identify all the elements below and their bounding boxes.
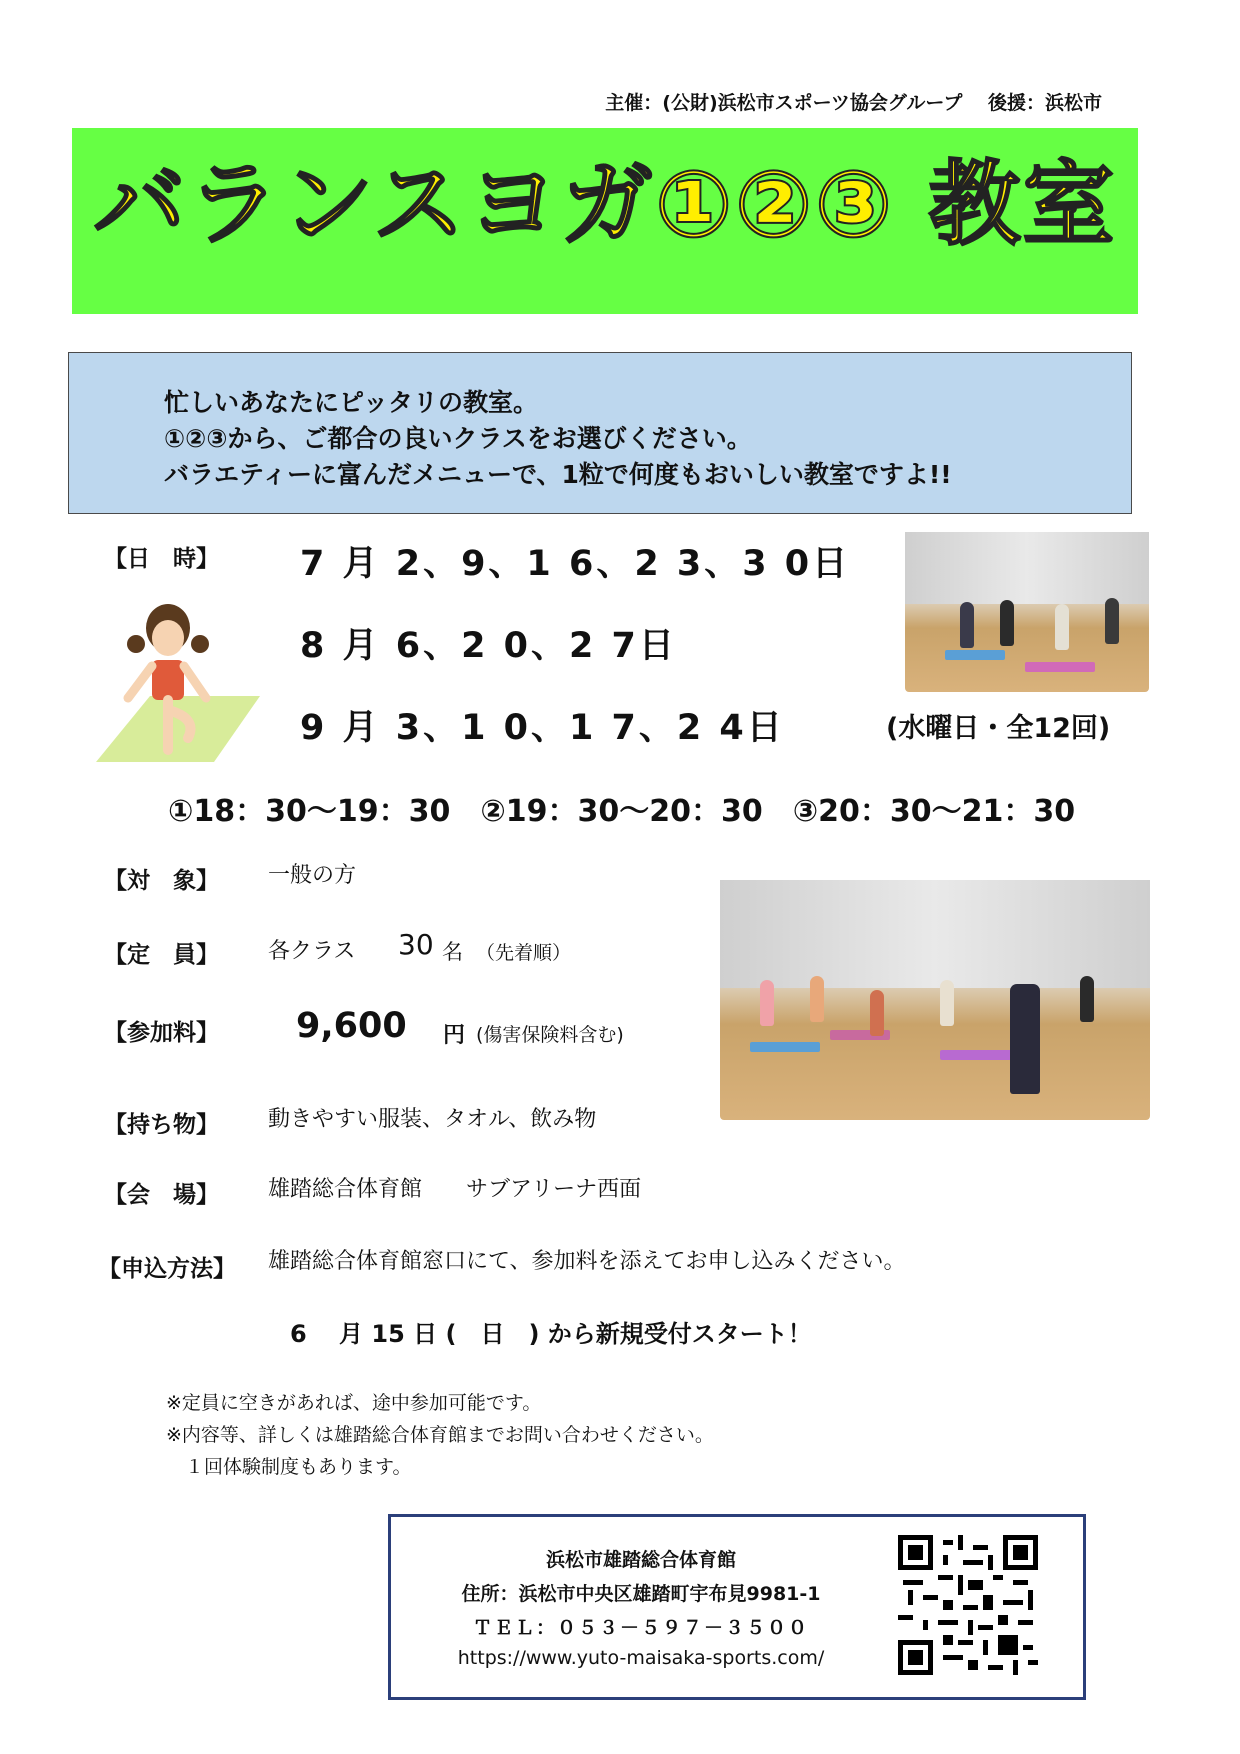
fee-amount: 9,600: [296, 1006, 407, 1046]
facility-name: 浜松市雄踏総合体育館: [545, 1549, 736, 1571]
fee-label: 【参加料】: [104, 1020, 219, 1046]
capacity-prefix: 各クラス: [268, 939, 356, 964]
intro-line-2: ①②③から、ご都合の良いクラスをお選びください。: [164, 424, 752, 453]
target-value: 一般の方: [268, 863, 357, 888]
capacity-note: （先着順）: [476, 942, 572, 964]
venue-label: 【会 場】: [104, 1182, 219, 1208]
organizer-line: 主催：(公財)浜松市スポーツ協会グループ 後援：浜松市: [605, 92, 1102, 114]
note-1: ※定員に空きがあれば、途中参加可能です。: [166, 1392, 542, 1414]
qr-code-icon[interactable]: [898, 1535, 1038, 1675]
apply-label: 【申込方法】: [98, 1256, 236, 1282]
facility-url[interactable]: https://www.yuto-maisaka-sports.com/: [457, 1647, 825, 1669]
fee-unit: 円: [443, 1023, 466, 1048]
schedule-times: ①18：30～19：30 ②19：30～20：30 ③20：30～21：30: [168, 794, 1076, 829]
title-banner: [72, 128, 1138, 314]
registration-start: 6 月 15 日 ( 日 ) から新規受付スタート！: [290, 1320, 812, 1348]
items-label: 【持ち物】: [104, 1112, 219, 1138]
items-value: 動きやすい服装、タオル、飲み物: [268, 1107, 597, 1132]
note-3: １回体験制度もあります。: [166, 1456, 412, 1478]
yoga-photo-2: [720, 880, 1150, 1120]
page-title: バランスヨガ①②③ 教室: [93, 151, 1117, 258]
schedule-july: 7 月 2、9、1 6、2 3、3 0日: [300, 544, 851, 584]
capacity-number: 30: [398, 928, 434, 961]
intro-box: [68, 352, 1132, 514]
capacity-label: 【定 員】: [104, 942, 219, 968]
apply-value: 雄踏総合体育館窓口にて、参加料を添えてお申し込みください。: [268, 1249, 906, 1274]
schedule-label: 【日 時】: [104, 546, 219, 572]
intro-line-3: バラエティーに富んだメニューで、1粒で何度もおいしい教室ですよ!!: [164, 460, 952, 489]
yoga-photo-1: [905, 532, 1149, 692]
facility-tel: ＴＥＬ：０５３－５９７－３５００: [472, 1617, 809, 1639]
venue-value: 雄踏総合体育館 サブアリーナ西面: [268, 1177, 642, 1202]
target-label: 【対 象】: [104, 868, 219, 894]
intro-line-1: 忙しいあなたにピッタリの教室。: [164, 388, 539, 417]
capacity-unit: 名: [442, 940, 463, 964]
yoga-woman-illustration: [88, 600, 268, 768]
schedule-note: (水曜日・全12回): [886, 713, 1111, 744]
facility-address: 住所：浜松市中央区雄踏町宇布見9981-1: [461, 1583, 821, 1605]
schedule-september: 9 月 3、1 0、1 7、2 4日: [300, 708, 785, 748]
note-2: ※内容等、詳しくは雄踏総合体育館までお問い合わせください。: [166, 1424, 714, 1446]
schedule-august: 8 月 6、2 0、2 7日: [300, 626, 677, 666]
fee-note: (傷害保険料含む): [476, 1024, 624, 1046]
